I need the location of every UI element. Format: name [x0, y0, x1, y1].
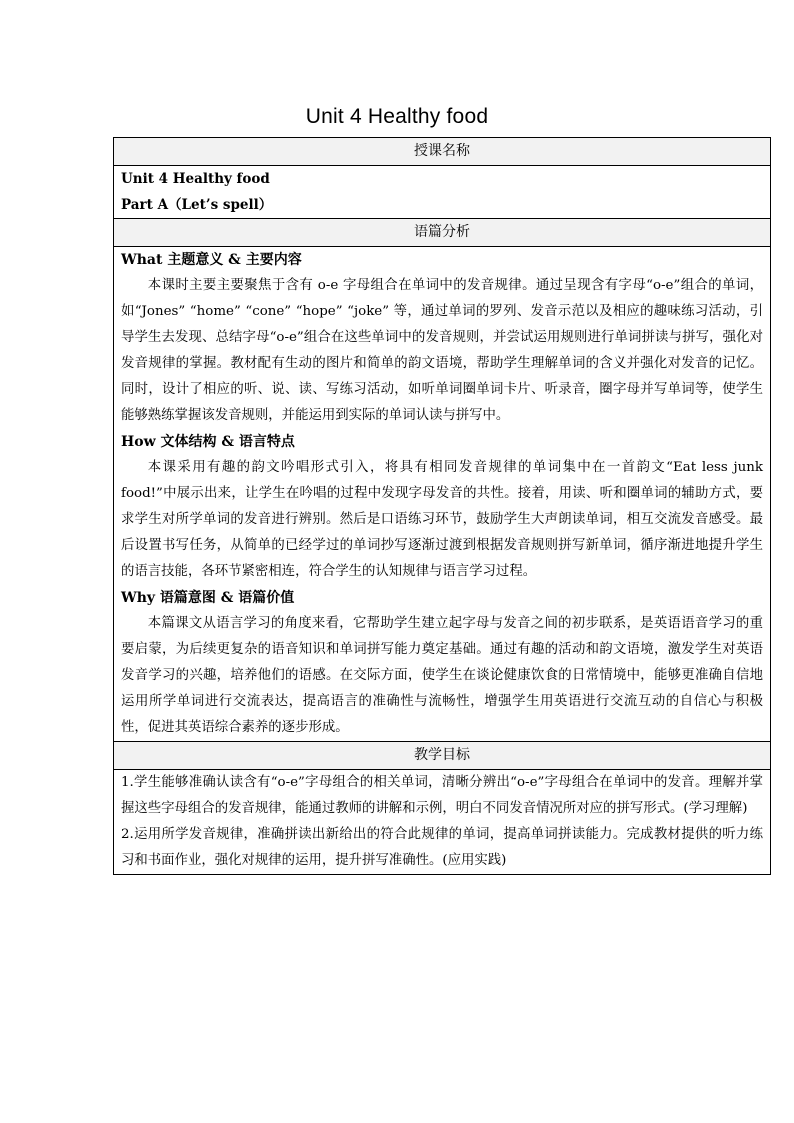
- teaching-goals-row: [114, 770, 771, 875]
- text-analysis-header: 语篇分析: [114, 219, 771, 247]
- lesson-plan-table: [113, 137, 771, 875]
- what-paragraph: 本课时主要主要聚焦于含有 o-e 字母组合在单词中的发音规律。通过呈现含有字母“o-e”组合的单词，如“Jones” “home” “cone” “hope” “joke” 等，通过单词的罗列、发音示范以及相应的趣味练习活动，引导学生去发现、总结字母“o-e”组合在这些单词中的发音规则，并尝试运用规则进行单词拼读与拼写，强化对发音规律的掌握。教材配有生动的图片和简单的韵文语境，帮助学生理解单词的含义并强化对发音的记忆。同时，设计了相应的听、说、读、写练习活动，如听单词圈单词卡片、听录音，圈字母并写单词等，使学生能够熟练掌握该发音规则，并能运用到实际的单词认读与拼写中。: [121, 278, 763, 423]
- how-heading: How 文体结构 & 语言特点: [121, 434, 295, 450]
- document-title: Unit 4 Healthy food: [305, 105, 489, 128]
- why-heading: Why 语篇意图 & 语篇价值: [121, 590, 295, 606]
- text-analysis-row: [114, 247, 771, 742]
- why-paragraph: 本篇课文从语言学习的角度来看，它帮助学生建立起字母与发音之间的初步联系，是英语语音学习的重要启蒙，为后续更复杂的语音知识和单词拼写能力奠定基础。通过有趣的活动和韵文语境，激发学生对英语发音学习的兴趣，培养他们的语感。在交际方面，使学生在谈论健康饮食的日常情境中，能够更准确自信地运用所学单词进行交流表达，提高语言的准确性与流畅性，增强学生用英语进行交流互动的自信心与积极性，促进其英语综合素养的逐步形成。: [121, 616, 763, 735]
- what-heading: What 主题意义 & 主要内容: [121, 252, 302, 268]
- how-paragraph: 本课采用有趣的韵文吟唱形式引入，将具有相同发音规律的单词集中在一首韵文“Eat less junk food!”中展示出来，让学生在吟唱的过程中发现字母发音的共性。接着，用读、听和圈单词的辅助方式，要求学生对所学单词的发音进行辨别。然后是口语练习环节，鼓励学生大声朗读单词，相互交流发音感受。最后设置书写任务，从简单的已经学过的单词抄写逐渐过渡到根据发音规则拼写新单词，循序渐进地提升学生的语言技能，各环节紧密相连，符合学生的认知规律与语言学习过程。: [121, 460, 763, 579]
- teaching-goals-cell: [114, 770, 771, 875]
- lesson-cell: [114, 166, 771, 219]
- goal-item-1: 1.学生能够准确认读含有“o-e”字母组合的相关单词，清晰分辨出“o-e”字母组合在单词中的发音。理解并掌握这些字母组合的发音规律，能通过教师的讲解和示例，明白不同发音情况所对应的拼写形式。(学习理解): [121, 775, 763, 816]
- course-name-header: 授课名称: [114, 138, 771, 166]
- lesson-row: [114, 166, 771, 219]
- course-name-header-row: [114, 138, 771, 166]
- teaching-goals-header-row: [114, 742, 771, 770]
- teaching-goals-header: 教学目标: [114, 742, 771, 770]
- lesson-unit-title: Unit 4 Healthy food: [121, 171, 270, 187]
- text-analysis-cell: [114, 247, 771, 742]
- lesson-part-title: Part A（Let’s spell）: [121, 197, 273, 213]
- text-analysis-header-row: [114, 219, 771, 247]
- goal-item-2: 2.运用所学发音规律，准确拼读出新给出的符合此规律的单词，提高单词拼读能力。完成教材提供的听力练习和书面作业，强化对规律的运用，提升拼写准确性。(应用实践): [121, 827, 763, 868]
